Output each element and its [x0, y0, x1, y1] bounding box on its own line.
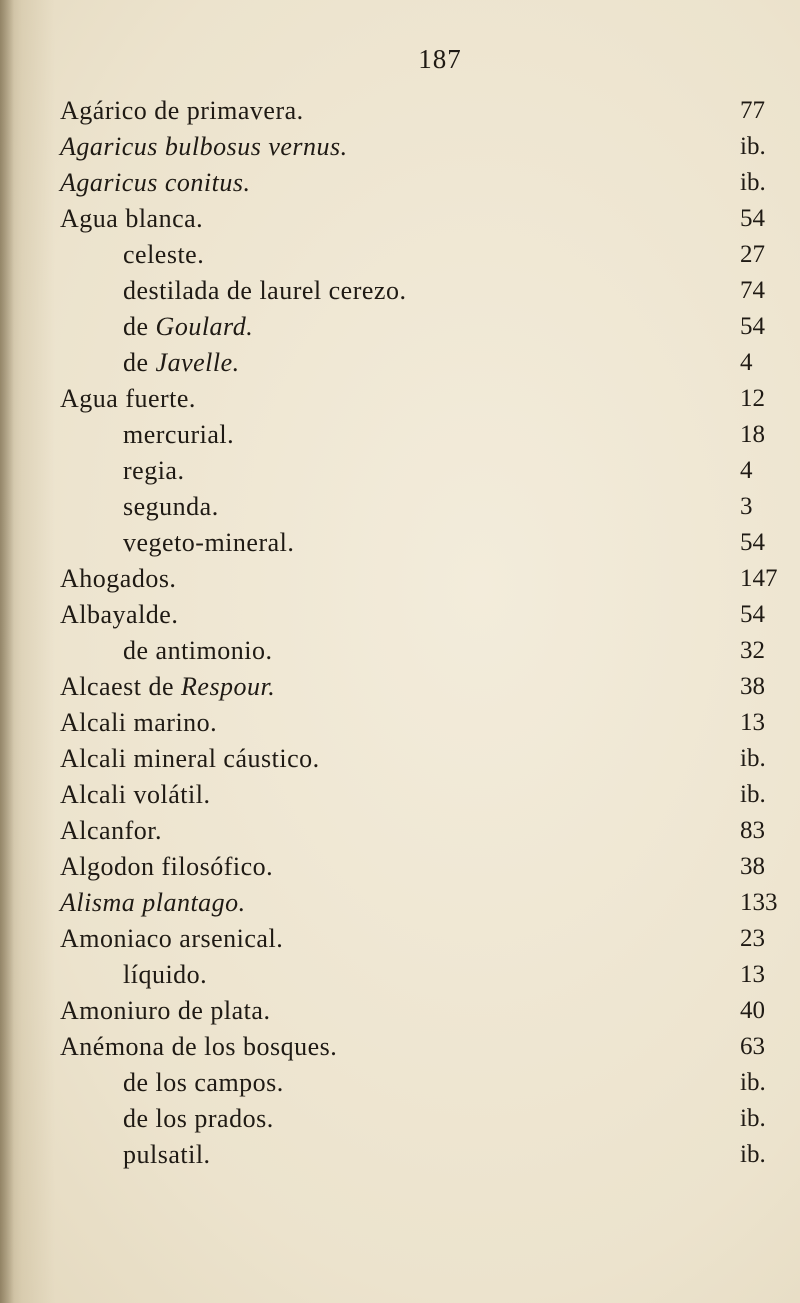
index-entry [0, 380, 800, 418]
index-entry [0, 128, 800, 166]
index-term-text: Alcali mineral cáustico. [60, 744, 320, 773]
index-entry [0, 740, 800, 778]
index-term [60, 920, 283, 958]
index-term [123, 344, 240, 382]
index-entry [0, 524, 800, 562]
index-entry [0, 848, 800, 886]
index-term-italic: Agaricus conitus. [60, 168, 251, 197]
page-number: 187 [418, 44, 462, 74]
page-ref: 54 [740, 601, 765, 628]
index-term [123, 308, 253, 346]
index-term-text: Agua blanca. [60, 204, 204, 233]
index-term [60, 92, 304, 130]
index-entry [0, 344, 800, 382]
index-term-text: Alcaest de [60, 672, 182, 701]
index-entry [0, 668, 800, 706]
page-ref: 38 [740, 673, 765, 700]
index-term-text: líquido. [123, 960, 208, 989]
page-ref: 74 [740, 277, 765, 304]
index-term [123, 956, 207, 994]
index-term [60, 560, 176, 598]
index-term [123, 1064, 284, 1102]
page-ref: 77 [740, 97, 765, 124]
page-ref: ib. [740, 1105, 766, 1132]
index-entry [0, 704, 800, 742]
index-term-text: de los campos. [123, 1068, 284, 1097]
page-ref: 23 [740, 925, 765, 952]
index-entry [0, 1100, 800, 1138]
index-term-text: Amoniaco arsenical. [60, 924, 284, 953]
index-entry [0, 272, 800, 310]
page-ref: 54 [740, 205, 765, 232]
index-term-italic: Goulard. [155, 312, 254, 341]
index-entry [0, 1136, 800, 1174]
index-entry [0, 560, 800, 598]
index-term-text: regia. [123, 456, 185, 485]
page-ref: 54 [740, 313, 765, 340]
index-term-text: Alcali volátil. [60, 780, 211, 809]
page-ref: 4 [740, 457, 753, 484]
page-ref: 63 [740, 1033, 765, 1060]
index-term [60, 704, 217, 742]
index-entry [0, 812, 800, 850]
index-entry [0, 992, 800, 1030]
index-entry [0, 488, 800, 526]
index-entry [0, 884, 800, 922]
page-ref: 3 [740, 493, 753, 520]
page-ref: 13 [740, 961, 765, 988]
index-term-text: Ahogados. [60, 564, 177, 593]
page-ref: ib. [740, 1141, 766, 1168]
index-term-text: pulsatil. [123, 1140, 211, 1169]
index-term-text: Amoniuro de plata. [60, 996, 271, 1025]
page-ref: 40 [740, 997, 765, 1024]
page-ref: 12 [740, 385, 765, 412]
page-ref: ib. [740, 1069, 766, 1096]
index-term-text: Algodon filosófico. [60, 852, 274, 881]
index-term-text: mercurial. [123, 420, 235, 449]
page-ref: ib. [740, 745, 766, 772]
page-ref: 83 [740, 817, 765, 844]
index-entry [0, 632, 800, 670]
index-entry [0, 416, 800, 454]
index-term-text: segunda. [123, 492, 219, 521]
index-term-text: destilada de laurel cerezo. [123, 276, 407, 305]
index-term [123, 632, 272, 670]
index-term-text: Albayalde. [60, 600, 179, 629]
page-ref: 27 [740, 241, 765, 268]
index-term-text: vegeto-mineral. [123, 528, 295, 557]
page-ref: 32 [740, 637, 765, 664]
index-term-text: Agárico de primavera. [60, 96, 304, 125]
index-entry [0, 236, 800, 274]
index-term-text: de [123, 312, 156, 341]
page-ref: ib. [740, 781, 766, 808]
index-term [123, 524, 294, 562]
index-entry [0, 92, 800, 130]
index-term [60, 776, 210, 814]
index-term-text: de [123, 348, 156, 377]
index-term-text: Anémona de los bosques. [60, 1032, 338, 1061]
page-ref: 13 [740, 709, 765, 736]
index-entry [0, 452, 800, 490]
page-ref: ib. [740, 133, 766, 160]
index-term [60, 992, 270, 1030]
index-term-italic: Respour. [181, 672, 276, 701]
index-term [60, 128, 348, 166]
index-term [60, 740, 320, 778]
index-term [60, 200, 203, 238]
page-ref: 18 [740, 421, 765, 448]
index-term-italic: Agaricus bulbosus vernus. [60, 132, 348, 161]
index-term [60, 380, 196, 418]
index-term-text: Alcali marino. [60, 708, 218, 737]
index-term [123, 1136, 211, 1174]
index-entry [0, 200, 800, 238]
index-term [123, 452, 184, 490]
index-term [60, 812, 162, 850]
index-term [123, 236, 204, 274]
index-term-text: celeste. [123, 240, 205, 269]
index-entry [0, 956, 800, 994]
index-term-text: Alcanfor. [60, 816, 162, 845]
index-entry [0, 1028, 800, 1066]
index-term [60, 884, 246, 922]
index-entry [0, 1064, 800, 1102]
index-term [123, 272, 406, 310]
index-term-text: Agua fuerte. [60, 384, 196, 413]
index-term [123, 1100, 274, 1138]
index-term-italic: Alisma plantago. [60, 888, 246, 917]
page-ref: ib. [740, 169, 766, 196]
index-entry [0, 164, 800, 202]
index-entry [0, 920, 800, 958]
index-term-text: de los prados. [123, 1104, 274, 1133]
page-ref: 147 [740, 565, 778, 592]
index-term [60, 164, 251, 202]
page-ref: 4 [740, 349, 753, 376]
index-entry [0, 308, 800, 346]
index-term-text: de antimonio. [123, 636, 273, 665]
index-entry [0, 776, 800, 814]
index-term [60, 668, 275, 706]
page-ref: 38 [740, 853, 765, 880]
index-term [60, 596, 178, 634]
index-entry [0, 596, 800, 634]
index-term [123, 488, 219, 526]
index-term [60, 848, 273, 886]
page-ref: 54 [740, 529, 765, 556]
index-term [60, 1028, 337, 1066]
page-ref: 133 [740, 889, 778, 916]
index-term-italic: Javelle. [155, 348, 240, 377]
index-term [123, 416, 234, 454]
